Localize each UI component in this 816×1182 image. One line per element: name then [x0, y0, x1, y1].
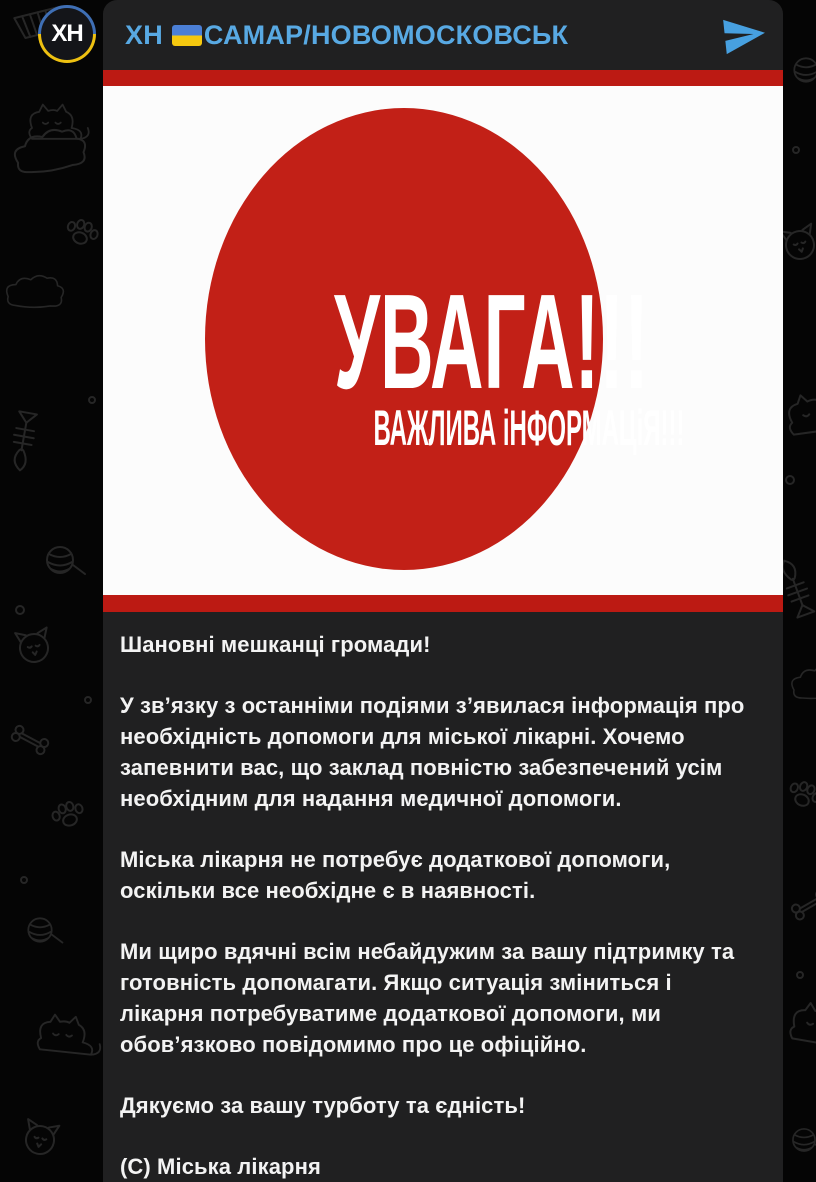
paragraph-greeting: Шановні мешканці громади! — [120, 632, 431, 657]
channel-avatar[interactable] — [38, 5, 96, 63]
poster-bottom-bar — [103, 595, 783, 612]
channel-title-suffix: САМАР/НОВОМОСКОВСЬК — [203, 19, 569, 50]
paragraph-signature: (С) Міська лікарня — [120, 1154, 321, 1179]
poster-body — [103, 86, 783, 595]
ukraine-flag-icon — [172, 25, 202, 46]
channel-post-bubble — [103, 0, 783, 1182]
post-text — [103, 612, 783, 1182]
post-header — [103, 0, 783, 70]
channel-title[interactable] — [125, 20, 719, 51]
poster-top-bar — [103, 70, 783, 86]
telegram-paper-plane-icon[interactable] — [717, 10, 772, 61]
channel-title-prefix: ХН — [125, 19, 163, 50]
poster-subheadline: ВАЖЛИВА іНФОРМАЦіЯ!!! — [373, 399, 685, 456]
paragraph-thanks-support: Ми щиро вдячні всім небайдужим за вашу підтримку та готовність допомагати. Якщо ситуація зміниться і лікарня потребуватиме додаткової допомоги, ми обов’язково повідомимо про це офіційно. — [120, 939, 735, 1057]
post-image[interactable] — [103, 70, 783, 612]
paragraph-no-help-needed: Міська лікарня не потребує додаткової допомоги, оскільки все необхідне є в наявності. — [120, 847, 671, 903]
paragraph-info: У зв’язку з останніми подіями з’явилася інформація про необхідність допомоги для міської лікарні. Хочемо запевнити вас, що заклад повністю забезпечений усім необхідним для надання медичної допомоги. — [120, 693, 745, 811]
poster-headline: УВАГА!!! — [333, 266, 649, 417]
poster-red-circle — [205, 108, 685, 570]
paragraph-thanks-unity: Дякуємо за вашу турботу та єдність! — [120, 1093, 526, 1118]
avatar-initials: ХН — [41, 8, 93, 60]
